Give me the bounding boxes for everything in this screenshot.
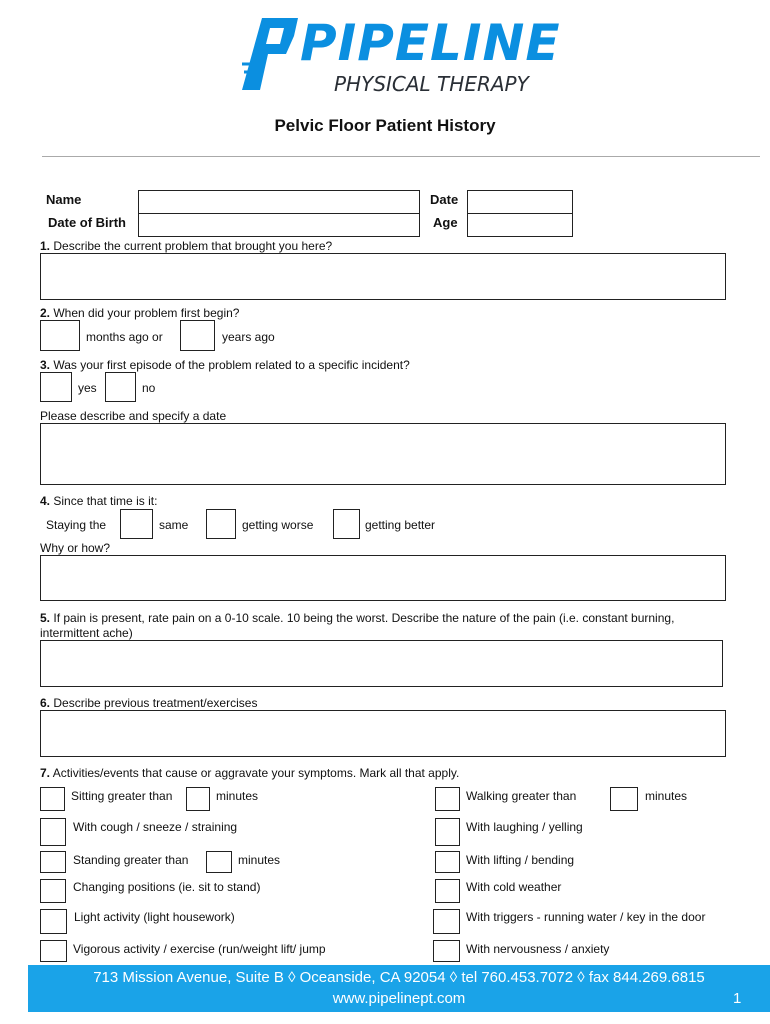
question-4-number: 4. (40, 494, 51, 508)
walking-minutes-field[interactable] (610, 787, 638, 811)
vigorous-checkbox[interactable] (40, 940, 67, 962)
no-label: no (142, 381, 156, 395)
standing-label: Standing greater than (73, 853, 189, 867)
q5-answer-field[interactable] (40, 640, 723, 687)
footer-website-link[interactable]: www.pipelinept.com (332, 990, 466, 1007)
question-2-text: When did your problem first begin? (53, 306, 240, 320)
question-4-text: Since that time is it: (53, 494, 158, 508)
changing-checkbox[interactable] (40, 879, 66, 903)
question-1 (40, 239, 332, 253)
question-4 (40, 494, 157, 508)
years-field[interactable] (180, 320, 215, 351)
age-label: Age (433, 215, 458, 230)
standing-checkbox[interactable] (40, 851, 66, 873)
vigorous-label: Vigorous activity / exercise (run/weight lift/ jump (73, 942, 326, 956)
sitting-minutes-field[interactable] (186, 787, 210, 811)
worse-checkbox[interactable] (206, 509, 236, 539)
triggers-label: With triggers - running water / key in the door (466, 910, 706, 924)
cough-checkbox[interactable] (40, 818, 66, 846)
no-checkbox[interactable] (105, 372, 136, 402)
logo-subtitle: PHYSICAL THERAPY (334, 72, 529, 96)
laughing-checkbox[interactable] (435, 818, 460, 846)
question-5-text: If pain is present, rate pain on a 0-10 scale. 10 being the worst. Describe the nature of the pain (i.e. constant burning, (53, 611, 675, 625)
walking-label: Walking greater than (466, 789, 577, 803)
name-label: Name (46, 192, 82, 207)
nervous-checkbox[interactable] (433, 940, 460, 962)
logo-title: PIPELINE (300, 14, 561, 72)
cold-label: With cold weather (466, 880, 562, 894)
sitting-minutes-label: minutes (216, 789, 259, 803)
nervous-label: With nervousness / anxiety (466, 942, 610, 956)
yes-label: yes (78, 381, 97, 395)
question-5-number: 5. (40, 611, 51, 625)
lifting-checkbox[interactable] (435, 851, 460, 873)
divider (42, 156, 760, 157)
months-label: months ago or (86, 330, 163, 344)
triggers-checkbox[interactable] (433, 909, 460, 934)
page-title: Pelvic Floor Patient History (274, 116, 496, 135)
walking-checkbox[interactable] (435, 787, 460, 811)
changing-label: Changing positions (ie. sit to stand) (73, 880, 261, 894)
pipeline-logo-mark-icon (240, 14, 300, 94)
question-5-text-2: intermittent ache) (40, 626, 133, 640)
same-checkbox[interactable] (120, 509, 153, 539)
footer (28, 965, 770, 1012)
dob-label: Date of Birth (48, 215, 126, 230)
question-7-number: 7. (40, 766, 51, 780)
sitting-checkbox[interactable] (40, 787, 65, 811)
laughing-label: With laughing / yelling (466, 820, 583, 834)
question-6-number: 6. (40, 696, 51, 710)
q3-describe-field[interactable] (40, 423, 726, 485)
question-7 (40, 766, 459, 780)
cough-label: With cough / sneeze / straining (73, 820, 238, 834)
name-field[interactable] (138, 190, 420, 214)
question-7-text: Activities/events that cause or aggravate your symptoms. Mark all that apply. (52, 766, 460, 780)
question-3 (40, 358, 410, 372)
why-field[interactable] (40, 555, 726, 601)
worse-label: getting worse (242, 518, 314, 532)
cold-checkbox[interactable] (435, 879, 460, 903)
better-checkbox[interactable] (333, 509, 360, 539)
why-label: Why or how? (40, 541, 111, 555)
dob-field[interactable] (138, 213, 420, 237)
question-5 (40, 611, 730, 641)
question-6 (40, 696, 257, 710)
yes-checkbox[interactable] (40, 372, 72, 402)
question-1-text: Describe the current problem that brought you here? (53, 239, 333, 253)
question-3-text: Was your first episode of the problem related to a specific incident? (53, 358, 410, 372)
q6-answer-field[interactable] (40, 710, 726, 757)
footer-address: 713 Mission Avenue, Suite B ◊ Oceanside, CA 92054 ◊ tel 760.453.7072 ◊ fax 844.269.6815 (93, 969, 705, 986)
walking-minutes-label: minutes (645, 789, 688, 803)
sitting-label: Sitting greater than (71, 789, 173, 803)
lifting-label: With lifting / bending (466, 853, 575, 867)
question-2-number: 2. (40, 306, 51, 320)
light-activity-checkbox[interactable] (40, 909, 67, 934)
q1-answer-field[interactable] (40, 253, 726, 300)
question-1-number: 1. (40, 239, 51, 253)
staying-label: Staying the (46, 518, 107, 532)
age-field[interactable] (467, 213, 573, 237)
standing-minutes-field[interactable] (206, 851, 232, 873)
better-label: getting better (365, 518, 436, 532)
question-3-number: 3. (40, 358, 51, 372)
light-activity-label: Light activity (light housework) (74, 910, 235, 924)
page-number: 1 (733, 990, 742, 1007)
describe-date-label: Please describe and specify a date (40, 409, 227, 423)
date-label: Date (430, 192, 459, 207)
question-2 (40, 306, 239, 320)
date-field[interactable] (467, 190, 573, 214)
months-field[interactable] (40, 320, 80, 351)
years-label: years ago (222, 330, 275, 344)
standing-minutes-label: minutes (238, 853, 281, 867)
question-6-text: Describe previous treatment/exercises (53, 696, 258, 710)
same-label: same (159, 518, 189, 532)
